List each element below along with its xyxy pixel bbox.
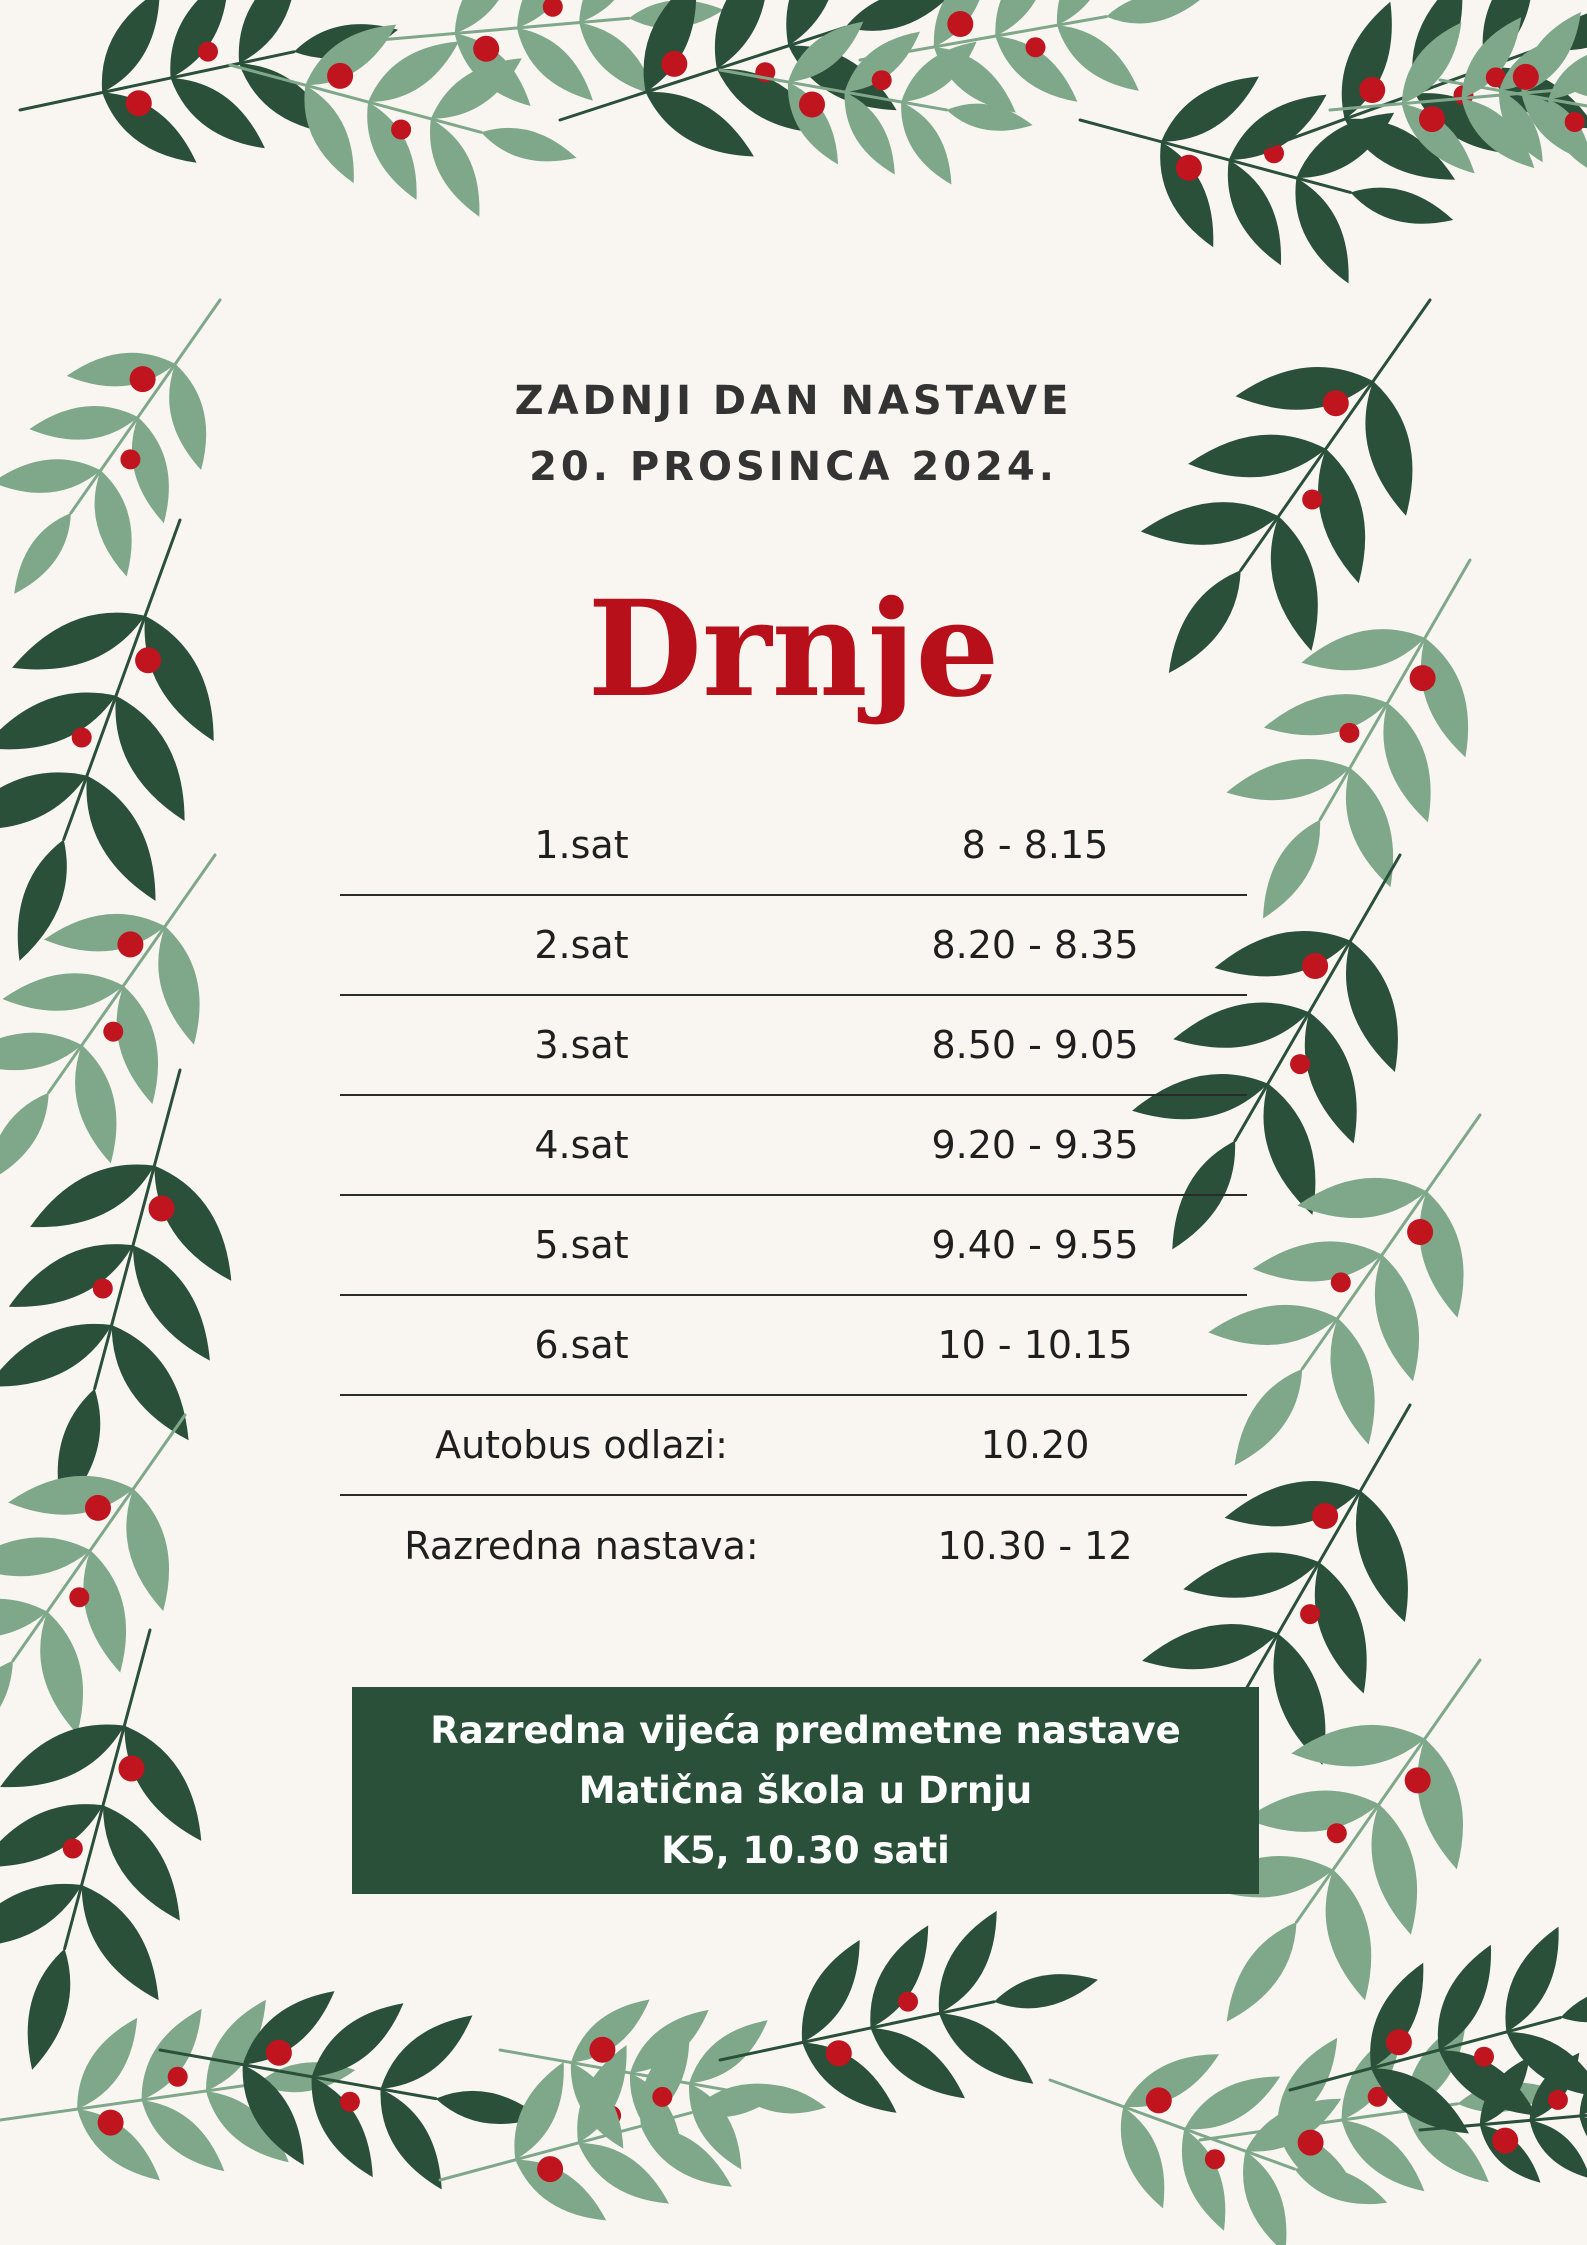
page-title: Drnje [587, 572, 1000, 727]
leaf [1326, 1870, 1372, 2001]
leaf [1184, 2077, 1280, 2130]
leaf [715, 0, 768, 69]
berry [1386, 2029, 1412, 2055]
berry [327, 63, 353, 89]
period-time: 10.20 [980, 1423, 1090, 1467]
schedule-row [340, 996, 1247, 1096]
notice-line-3: K5, 10.30 sati [661, 1828, 950, 1872]
leaf [1372, 1804, 1418, 1935]
leaf [901, 102, 951, 185]
berry [1300, 1604, 1320, 1624]
schedule-row [340, 1496, 1247, 1596]
berry [1026, 37, 1046, 57]
berry [1474, 2047, 1494, 2067]
leaf [158, 926, 199, 1044]
leaf [1346, 768, 1393, 887]
period-label: 3.sat [534, 1023, 629, 1067]
leaf [154, 1166, 231, 1281]
period-time: 8.50 - 9.05 [931, 1023, 1139, 1067]
leaf [75, 1045, 116, 1163]
leaf [77, 2018, 137, 2109]
leaf [8, 1476, 133, 1515]
leaf [171, 78, 265, 148]
schedule-row [340, 1296, 1247, 1396]
leaf [1438, 1945, 1491, 2050]
berry [1359, 77, 1385, 103]
berry [168, 2067, 188, 2087]
leaf [142, 2100, 225, 2171]
leaf [40, 1612, 83, 1734]
leaf [939, 1911, 997, 2014]
schedule-row [340, 796, 1247, 896]
leaf [1228, 160, 1281, 265]
leaf [380, 2089, 441, 2190]
leaf [124, 1726, 201, 1841]
leaf [1417, 1739, 1463, 1870]
period-time: 8 - 8.15 [961, 823, 1109, 867]
leaf [939, 2013, 1033, 2083]
berry [1205, 2149, 1225, 2169]
sprig [1208, 1115, 1480, 1465]
leaf [1346, 941, 1398, 1072]
schedule-row [340, 1096, 1247, 1196]
leaf [1375, 1255, 1419, 1382]
leaf [802, 1940, 860, 2043]
leaf [367, 102, 416, 200]
leaf [1182, 2129, 1225, 2231]
leaf [304, 85, 353, 183]
sprig [0, 1415, 185, 1754]
leaf [1356, 1491, 1408, 1622]
berry [85, 1495, 111, 1521]
sprig [1080, 77, 1453, 284]
leaf [1530, 2120, 1587, 2178]
period-time: 10.30 - 12 [937, 1524, 1133, 1568]
leaf [1263, 820, 1320, 919]
leaf [1161, 77, 1259, 142]
berry [1331, 1272, 1351, 1292]
berry [119, 1756, 145, 1782]
notice-line-1: Razredna vijeća predmetne nastave [430, 1708, 1181, 1752]
berry [1312, 1503, 1338, 1529]
leaf [368, 41, 459, 102]
berry [266, 2040, 292, 2066]
berry [1290, 1054, 1310, 1074]
leaf [9, 1244, 133, 1307]
leaf [0, 1599, 47, 1638]
berry [1565, 112, 1585, 132]
leaf [1419, 1191, 1463, 1318]
leaf [578, 2143, 669, 2204]
notice-box [352, 1687, 1259, 1894]
berry [98, 2110, 124, 2136]
period-label: 4.sat [534, 1123, 629, 1167]
notice-line-2: Matična škola u Drnju [578, 1768, 1033, 1812]
leaf [1121, 2107, 1165, 2209]
berry [63, 1839, 83, 1859]
berry [652, 2087, 672, 2107]
leaf [82, 1885, 159, 2000]
leaf [1295, 178, 1348, 283]
leaf [1330, 1318, 1374, 1445]
header [0, 368, 1587, 500]
leaf [1141, 502, 1279, 545]
leaf [1226, 759, 1350, 800]
period-label: 2.sat [534, 923, 629, 967]
sprig [1050, 2054, 1387, 2245]
berry [1405, 1767, 1431, 1793]
leaf [1315, 1562, 1367, 1693]
leaf [994, 1974, 1098, 2008]
leaf [0, 772, 87, 829]
berry [1492, 2128, 1518, 2154]
period-time: 8.20 - 8.35 [931, 923, 1139, 967]
berry [1176, 155, 1202, 181]
leaf [1351, 188, 1454, 224]
berry [1298, 2130, 1324, 2156]
berry [1548, 2090, 1568, 2110]
schedule-row [340, 1396, 1247, 1496]
berry [1407, 1219, 1433, 1245]
leaf [126, 1489, 169, 1611]
leaf [1297, 1178, 1427, 1218]
berry [103, 1022, 123, 1042]
leaf [312, 2003, 404, 2077]
leaf [44, 914, 165, 952]
leaf [870, 1925, 928, 2028]
period-time: 9.40 - 9.55 [931, 1223, 1139, 1267]
sprig [720, 1911, 1098, 2113]
period-label: 1.sat [534, 823, 629, 867]
leaf [517, 28, 593, 101]
berry [126, 90, 152, 116]
leaf [312, 2077, 373, 2178]
berry [473, 36, 499, 62]
leaf [1142, 1624, 1278, 1669]
leaf [514, 2062, 563, 2160]
leaf [30, 1164, 154, 1227]
berry [589, 2037, 615, 2063]
leaf [871, 2028, 965, 2098]
period-label: Autobus odlazi: [435, 1423, 728, 1467]
leaf [103, 1805, 180, 1920]
leaf [117, 986, 158, 1104]
berry [69, 1587, 89, 1607]
header-line-1: ZADNJI DAN NASTAVE [514, 378, 1073, 424]
leaf [481, 128, 576, 162]
berry [898, 1992, 918, 2012]
period-label: 5.sat [534, 1223, 629, 1267]
leaf [0, 1093, 49, 1183]
berry [117, 931, 143, 957]
berry [826, 2040, 852, 2066]
leaf [947, 104, 1033, 131]
leaf [2, 973, 123, 1011]
leaf [579, 23, 655, 96]
berry [872, 70, 892, 90]
leaf [646, 92, 754, 156]
berry [537, 2156, 563, 2182]
berry [947, 11, 973, 37]
header-line-2: 20. PROSINCA 2024. [529, 444, 1058, 490]
leaf [1263, 1084, 1315, 1215]
leaf [83, 1550, 126, 1672]
leaf [1057, 25, 1139, 91]
berry [661, 51, 687, 77]
leaf [1227, 1922, 1297, 2022]
berry [93, 1279, 113, 1299]
leaf [1253, 1241, 1382, 1281]
schedule-row [340, 896, 1247, 996]
leaf [1505, 1927, 1558, 2032]
leaf [0, 1724, 124, 1787]
berry [799, 92, 825, 118]
leaf [430, 119, 479, 217]
berry [1513, 64, 1539, 90]
leaf [133, 1245, 210, 1360]
berry [543, 0, 563, 17]
leaf [86, 776, 155, 901]
leaf [1246, 1790, 1380, 1831]
berry [1419, 106, 1445, 132]
schedule-row [340, 1196, 1247, 1296]
leaf [1305, 1012, 1357, 1143]
period-time: 9.20 - 9.35 [931, 1123, 1139, 1167]
leaf [102, 0, 160, 93]
berry [149, 1196, 175, 1222]
berry [1146, 2087, 1172, 2113]
leaf [112, 1325, 189, 1440]
leaf [0, 1661, 13, 1754]
schedule-table [340, 796, 1247, 1596]
berry [340, 2092, 360, 2112]
leaf [1106, 0, 1200, 23]
berry [198, 42, 218, 62]
leaf [0, 1324, 112, 1387]
leaf [1561, 1986, 1587, 2022]
leaf [0, 1884, 82, 1947]
berry [1302, 953, 1328, 979]
period-label: Razredna nastava: [404, 1524, 759, 1568]
period-time: 10 - 10.15 [937, 1323, 1133, 1367]
period-label: 6.sat [534, 1323, 629, 1367]
berry [391, 120, 411, 140]
sprig [0, 1630, 201, 2070]
leaf [28, 1949, 71, 2070]
berry [1327, 1823, 1347, 1843]
leaf [381, 2015, 473, 2088]
